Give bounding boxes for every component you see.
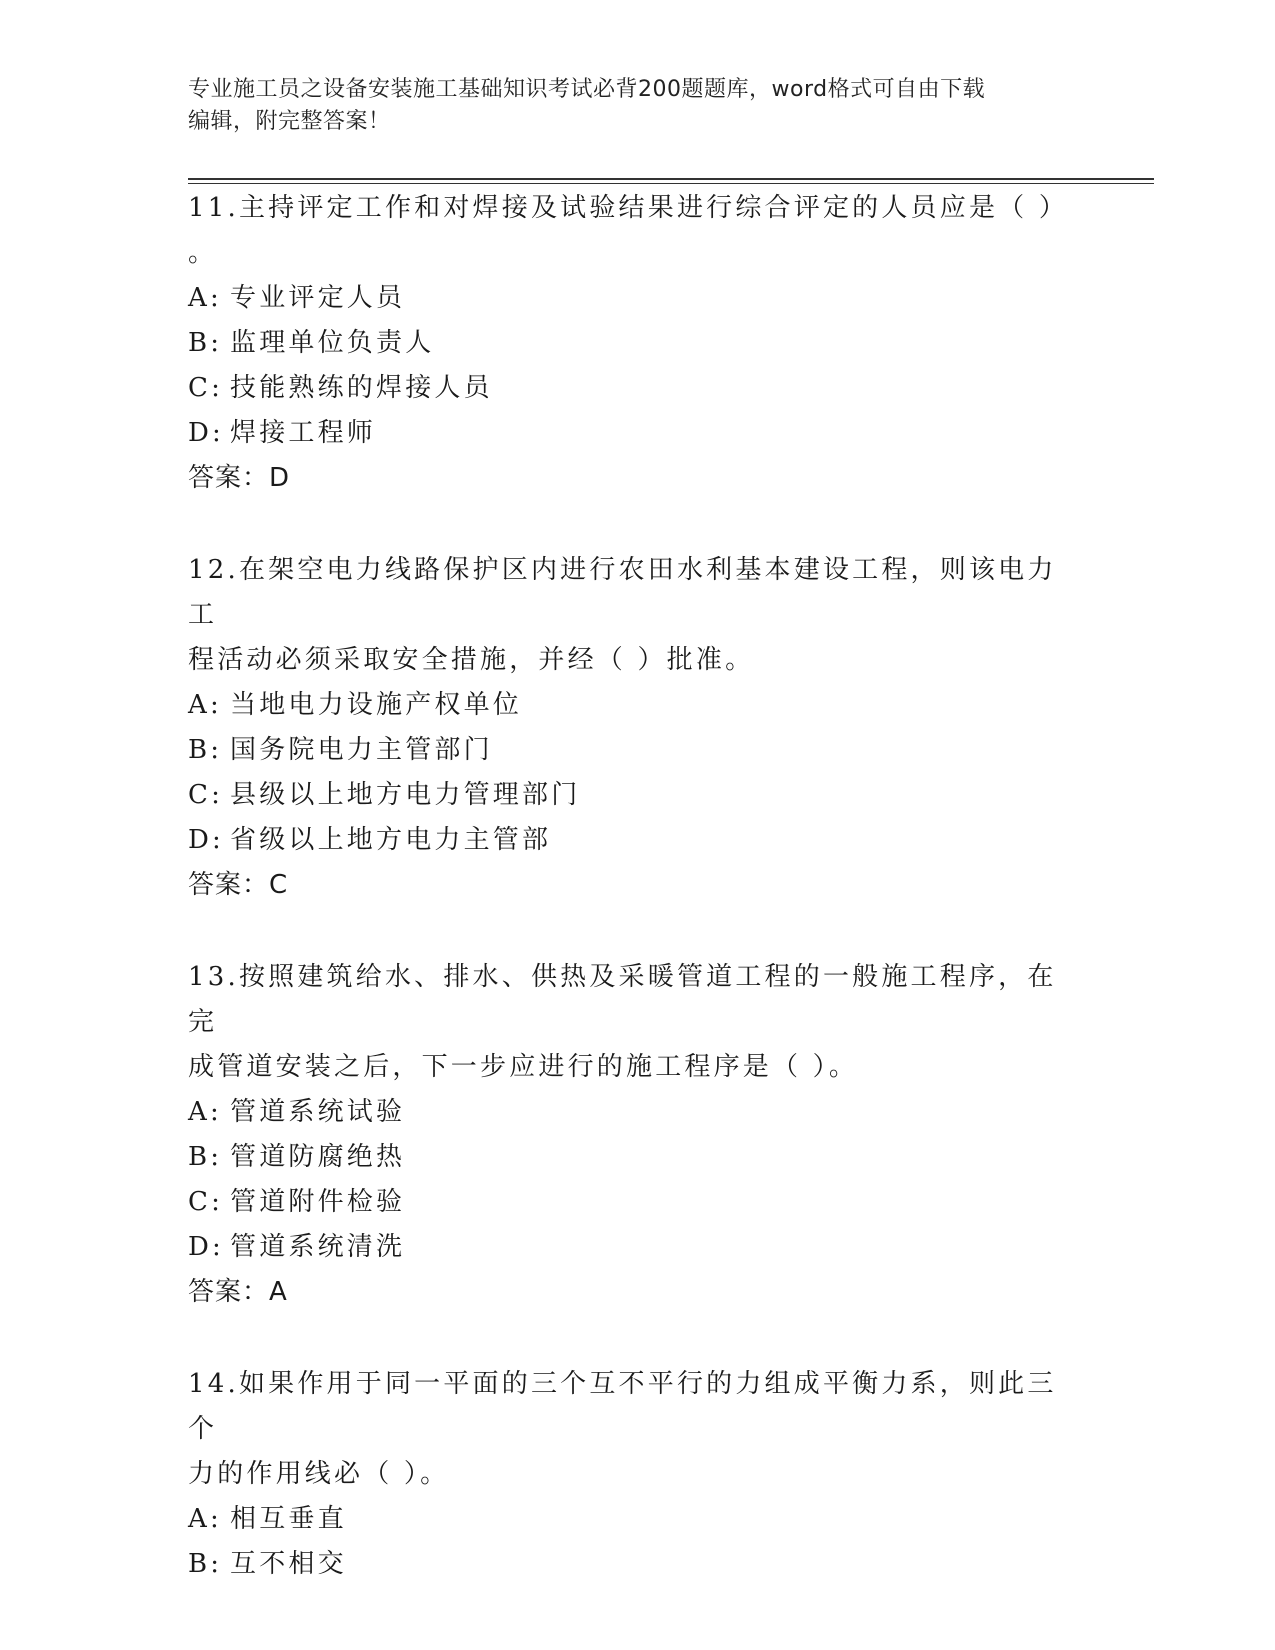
answer-line: 答案：A [188,1277,288,1307]
spacer [188,1315,1088,1362]
document-header [188,74,1068,138]
option-letter: A: [188,1504,222,1534]
option-d [188,411,1088,456]
question-14 [188,1362,1088,1587]
option-letter: D: [188,418,225,448]
spacer [188,501,1088,548]
option-letter: B: [188,1142,223,1172]
question-stem: 13.按照建筑给水、排水、供热及采暖管道工程的一般施工程序，在完 [188,962,1057,1037]
option-text: 管道附件检验 [230,1187,406,1217]
question-stem-continued: 力的作用线必（ ）。 [188,1459,450,1489]
option-letter: C: [188,373,224,403]
option-text: 县级以上地方电力管理部门 [230,780,581,810]
question-stem-continued: 程活动必须采取安全措施，并经（ ）批准。 [188,645,755,675]
option-letter: B: [188,735,223,765]
option-text: 国务院电力主管部门 [230,735,493,765]
option-b [188,1135,1088,1180]
option-b [188,321,1088,366]
option-c [188,1180,1088,1225]
option-text: 相互垂直 [230,1504,347,1534]
option-text: 管道系统试验 [230,1097,406,1127]
option-a [188,1497,1088,1542]
option-a [188,683,1088,728]
option-text: 专业评定人员 [230,283,406,313]
option-d [188,818,1088,863]
option-text: 管道防腐绝热 [230,1142,406,1172]
header-line-1: 专业施工员之设备安装施工基础知识考试必背200题题库，word格式可自由下载 [188,77,986,102]
question-stem: 12.在架空电力线路保护区内进行农田水利基本建设工程，则该电力工 [188,555,1057,630]
option-text: 技能熟练的焊接人员 [230,373,493,403]
spacer [188,908,1088,955]
option-letter: A: [188,283,222,313]
question-stem-continued: 。 [188,238,218,268]
answer-line: 答案：D [188,463,291,493]
header-line-2: 编辑，附完整答案！ [188,109,391,134]
question-stem: 14.如果作用于同一平面的三个互不平行的力组成平衡力系，则此三个 [188,1369,1057,1444]
option-a [188,276,1088,321]
header-divider-thick [188,178,1154,180]
option-b [188,728,1088,773]
option-text: 焊接工程师 [230,418,377,448]
option-text: 监理单位负责人 [230,328,435,358]
option-letter: B: [188,1549,223,1579]
option-text: 管道系统清洗 [230,1232,406,1262]
question-12 [188,548,1088,908]
question-13 [188,955,1088,1315]
option-letter: C: [188,780,224,810]
option-c [188,366,1088,411]
question-11 [188,186,1088,501]
option-letter: A: [188,690,222,720]
option-letter: A: [188,1097,222,1127]
option-d [188,1225,1088,1270]
header-divider-thin [188,183,1154,184]
option-a [188,1090,1088,1135]
option-c [188,773,1088,818]
option-letter: D: [188,1232,225,1262]
option-text: 省级以上地方电力主管部 [230,825,552,855]
question-stem-continued: 成管道安装之后，下一步应进行的施工程序是（ ）。 [188,1052,859,1082]
option-letter: D: [188,825,225,855]
option-b [188,1542,1088,1587]
answer-line: 答案：C [188,870,289,900]
option-letter: C: [188,1187,224,1217]
option-text: 互不相交 [230,1549,347,1579]
option-text: 当地电力设施产权单位 [230,690,523,720]
question-list [188,186,1088,1587]
option-letter: B: [188,328,223,358]
question-stem: 11.主持评定工作和对焊接及试验结果进行综合评定的人员应是（ ） [188,193,1069,223]
